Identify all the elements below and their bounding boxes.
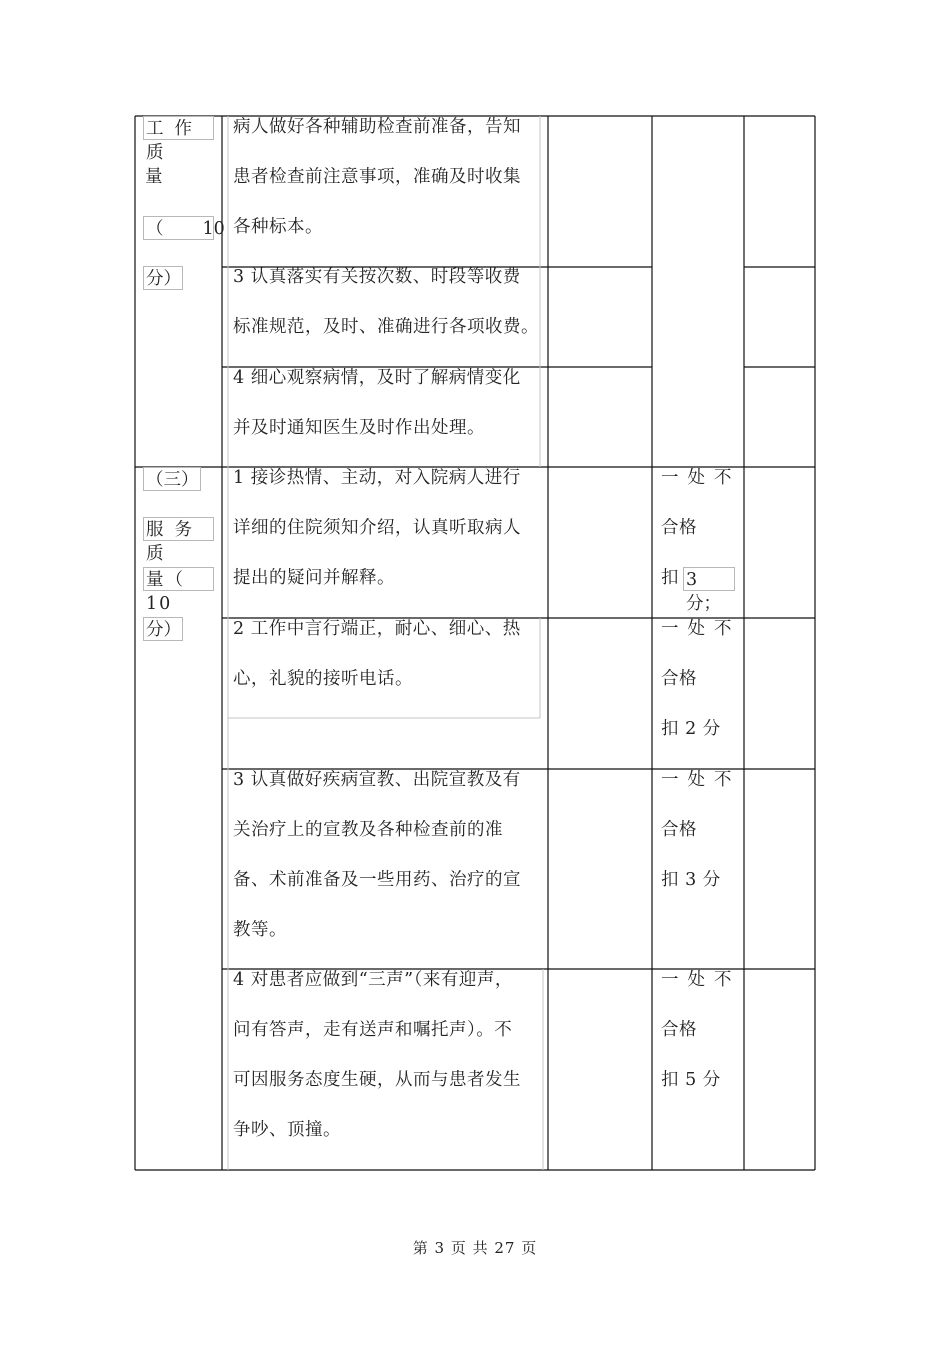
item-text-line: 关治疗上的宣教及各种检查前的准 <box>233 820 503 840</box>
deduction-line: 扣 5 分 <box>661 1070 721 1090</box>
deduction-points-box: 3 分； <box>683 567 735 591</box>
deduction-line: 一处不 <box>661 468 741 488</box>
item-text-line: 问有答声，走有送声和嘱托声）。不 <box>233 1020 513 1040</box>
section-1-label-line-4: 分） <box>143 266 183 290</box>
deduction-line: 扣 3 分 <box>661 870 721 890</box>
section-2-label-line-3: 量（ 10 <box>143 567 214 591</box>
item-text-line: 4 细心观察病情，及时了解病情变化 <box>233 368 521 388</box>
item-text-line: 4 对患者应做到“三声”（来有迎声， <box>233 970 513 990</box>
item-text-line: 详细的住院须知介绍，认真听取病人 <box>233 518 521 538</box>
deduction-line: 合格 <box>661 1020 697 1040</box>
item-text-line: 3 认真做好疾病宣教、出院宣教及有 <box>233 770 521 790</box>
deduction-line: 合格 <box>661 820 697 840</box>
item-text-line: 提出的疑问并解释。 <box>233 568 395 588</box>
page-footer <box>0 1237 950 1258</box>
item-text-line: 备、术前准备及一些用药、治疗的宣 <box>233 870 521 890</box>
item-text-line: 1 接诊热情、主动，对入院病人进行 <box>233 468 521 488</box>
item-text-line: 教等。 <box>233 920 287 940</box>
section-1-label-line-1: 工作质 <box>143 116 214 140</box>
section-2-label-line-1: （三） <box>143 467 201 491</box>
item-text-line: 3 认真落实有关按次数、时段等收费 <box>233 267 521 287</box>
section-2-label-line-4: 分） <box>143 617 183 641</box>
item-text-line: 争吵、顶撞。 <box>233 1120 341 1140</box>
item-text-line: 2 工作中言行端正，耐心、细心、热 <box>233 619 521 639</box>
page-number: 第 3 页 共 27 页 <box>412 1239 538 1257</box>
item-text-line: 病人做好各种辅助检查前准备，告知 <box>233 117 521 137</box>
deduction-line: 一处不 <box>661 970 741 990</box>
deduction-line: 一处不 <box>661 770 741 790</box>
item-text-line: 各种标本。 <box>233 217 323 237</box>
item-text-line: 可因服务态度生硬，从而与患者发生 <box>233 1070 521 1090</box>
section-1-label-line-2: 量 <box>145 167 163 187</box>
deduction-line: 合格 <box>661 669 697 689</box>
section-2-label-line-2: 服务质 <box>143 517 214 541</box>
deduction-line: 一处不 <box>661 619 741 639</box>
item-text-line: 心，礼貌的接听电话。 <box>233 669 413 689</box>
item-text-line: 并及时通知医生及时作出处理。 <box>233 418 485 438</box>
item-text-line: 标准规范，及时、准确进行各项收费。 <box>233 317 539 337</box>
deduction-line: 扣 2 分 <box>661 719 721 739</box>
document-page: 工作质 量 （ 10 分） 病人做好各种辅助检查前准备，告知 患者检查前注意事项，准确及时收集 各种标本。 3 认真落实有关按次数、时段等收费 标准规范，及时、准确进行各项收费。 4 细心观察病情，及时了解病情变化 并及时通知医生及时作出处理。 （三） 服务质 量（ 10 分） 1 接诊热情、主动，对入院病人进行 详细的住院须知介绍，认真听取病人 提出的疑问并解释。 一处不 合格 扣 3 分； 2 工作中言行端正，耐心、细心、热 心，礼貌的接听电话。 一处不 合格 扣 2 分 3 认真做好疾病宣教、出院宣教及有 关治疗上的宣教及各种检查前的准 备、术前准备及一些用药、治疗的宣 教等。 一处不 合格 扣 3 分 4 对患者应做到“三声”（来有迎声， 问有答声，走有送声和嘱托声）。不 可因服务态度生硬，从而与患者发生 争吵、顶撞。 一处不 合格 扣 5 分 第 3 页 共 27 页 <box>0 0 950 1346</box>
deduction-line: 合格 <box>661 518 697 538</box>
section-1-label-line-3: （ 10 <box>143 216 214 240</box>
item-text-line: 患者检查前注意事项，准确及时收集 <box>233 167 521 187</box>
